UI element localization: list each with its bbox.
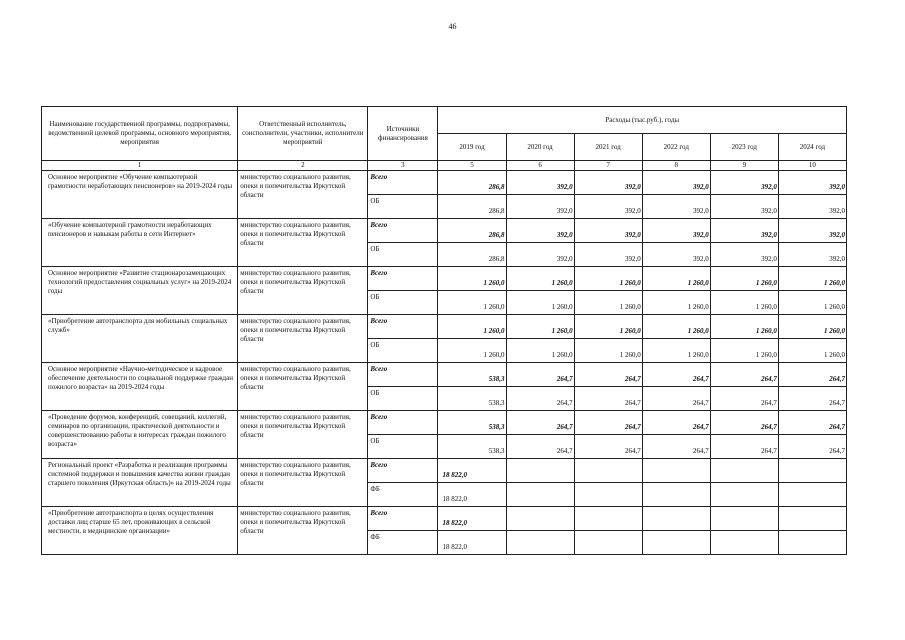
source-total-label: Всего <box>368 171 438 195</box>
source-value: 1 260,0 <box>778 339 846 363</box>
total-value: 264,7 <box>778 411 846 435</box>
source-label: ФБ <box>368 531 438 555</box>
page-number: 46 <box>448 22 457 31</box>
source-value: 264,7 <box>506 435 574 459</box>
source-value <box>642 483 710 507</box>
total-value <box>574 459 642 483</box>
source-value: 264,7 <box>642 435 710 459</box>
total-value: 392,0 <box>778 171 846 195</box>
table-row <box>42 267 847 291</box>
total-value: 1 260,0 <box>642 267 710 291</box>
total-value: 18 822,0 <box>438 507 506 531</box>
header-expenses: Расходы (тыс.руб.), годы <box>438 107 847 134</box>
total-value <box>506 507 574 531</box>
column-number: 6 <box>506 161 574 171</box>
column-number: 3 <box>368 161 438 171</box>
source-value: 1 260,0 <box>506 339 574 363</box>
total-value: 538,3 <box>438 411 506 435</box>
source-label: ОБ <box>368 339 438 363</box>
total-value <box>778 459 846 483</box>
table-row <box>42 507 847 531</box>
source-value <box>710 531 778 555</box>
activity-executor: министерство социального развития, опеки и попечительства Иркутской области <box>238 315 368 363</box>
column-number: 5 <box>438 161 506 171</box>
source-value: 286,8 <box>438 243 506 267</box>
source-total-label: Всего <box>368 315 438 339</box>
source-value: 392,0 <box>710 195 778 219</box>
source-value: 264,7 <box>710 435 778 459</box>
total-value: 1 260,0 <box>506 315 574 339</box>
source-value: 1 260,0 <box>506 291 574 315</box>
activity-name: Региональный проект «Разработка и реализация программы системной поддержки и повышения качества жизни граждан старшего поколения (Иркутская область)» на 2019-2024 годы <box>42 459 238 507</box>
total-value: 1 260,0 <box>438 315 506 339</box>
total-value: 392,0 <box>642 219 710 243</box>
total-value: 264,7 <box>506 411 574 435</box>
activity-name: «Обучение компьютерной грамотности неработающих пенсионеров и навыкам работы в сети Интернет» <box>42 219 238 267</box>
total-value: 264,7 <box>506 363 574 387</box>
activity-executor: министерство социального развития, опеки и попечительства Иркутской области <box>238 459 368 507</box>
source-label: ОБ <box>368 435 438 459</box>
column-number: 7 <box>574 161 642 171</box>
total-value: 264,7 <box>574 363 642 387</box>
total-value: 392,0 <box>642 171 710 195</box>
source-total-label: Всего <box>368 363 438 387</box>
source-value: 538,3 <box>438 387 506 411</box>
source-value: 1 260,0 <box>438 291 506 315</box>
source-value <box>574 531 642 555</box>
source-total-label: Всего <box>368 267 438 291</box>
source-label: ОБ <box>368 243 438 267</box>
source-value: 538,3 <box>438 435 506 459</box>
total-value: 392,0 <box>506 219 574 243</box>
total-value: 1 260,0 <box>778 267 846 291</box>
source-value: 264,7 <box>778 435 846 459</box>
header-year: 2019 год <box>438 134 506 161</box>
column-number: 1 <box>42 161 238 171</box>
activity-executor: министерство социального развития, опеки и попечительства Иркутской области <box>238 171 368 219</box>
source-value: 264,7 <box>642 387 710 411</box>
activity-name: «Проведение форумов, конференций, совещаний, коллегий, семинаров по организации, практической деятельности и совершенствованию работы в интересах граждан пожилого возраста» <box>42 411 238 459</box>
total-value <box>778 507 846 531</box>
source-value: 392,0 <box>710 243 778 267</box>
expenses-table <box>41 106 847 555</box>
total-value <box>642 507 710 531</box>
activity-name: Основное мероприятие «Развитие стационарозамещающих технологий предоставления социальных услуг» на 2019-2024 годы <box>42 267 238 315</box>
total-value: 264,7 <box>574 411 642 435</box>
activity-name: Основное мероприятие «Обучение компьютерной грамотности неработающих пенсионеров» на 2019-2024 годы <box>42 171 238 219</box>
header-year: 2024 год <box>778 134 846 161</box>
total-value: 1 260,0 <box>574 267 642 291</box>
source-value: 264,7 <box>506 387 574 411</box>
source-label: ОБ <box>368 291 438 315</box>
total-value: 1 260,0 <box>710 315 778 339</box>
total-value <box>710 459 778 483</box>
source-value: 392,0 <box>642 243 710 267</box>
source-value: 264,7 <box>778 387 846 411</box>
total-value <box>574 507 642 531</box>
source-value <box>778 531 846 555</box>
header-year: 2022 год <box>642 134 710 161</box>
source-value: 1 260,0 <box>438 339 506 363</box>
table-row <box>42 459 847 483</box>
total-value: 392,0 <box>710 171 778 195</box>
source-value: 1 260,0 <box>642 339 710 363</box>
source-value <box>574 483 642 507</box>
source-value: 392,0 <box>506 243 574 267</box>
activity-name: Основное мероприятие «Научно-методическое и кадровое обеспечение деятельности по социальной поддержке граждан пожилого возраста» на 2019-2024 годы <box>42 363 238 411</box>
header-executor: Ответственный исполнитель, соисполнители, участники, исполнители мероприятий <box>238 107 368 161</box>
table-row <box>42 219 847 243</box>
source-value: 392,0 <box>574 243 642 267</box>
activity-name: «Приобретение автотранспорта в целях осуществления доставки лиц старше 65 лет, проживающих в сельской местности, в медицинские организации» <box>42 507 238 555</box>
table-row <box>42 363 847 387</box>
column-number: 2 <box>238 161 368 171</box>
header-source: Источники финансирования <box>368 107 438 161</box>
source-value <box>642 531 710 555</box>
source-total-label: Всего <box>368 459 438 483</box>
source-value: 1 260,0 <box>574 291 642 315</box>
activity-executor: министерство социального развития, опеки и попечительства Иркутской области <box>238 267 368 315</box>
total-value: 1 260,0 <box>642 315 710 339</box>
source-value: 264,7 <box>574 435 642 459</box>
activity-name: «Приобретение автотранспорта для мобильных социальных служб» <box>42 315 238 363</box>
total-value: 392,0 <box>574 219 642 243</box>
source-value <box>506 483 574 507</box>
source-label: ОБ <box>368 195 438 219</box>
source-value <box>710 483 778 507</box>
header-year: 2020 год <box>506 134 574 161</box>
total-value: 1 260,0 <box>778 315 846 339</box>
total-value: 392,0 <box>778 219 846 243</box>
total-value: 1 260,0 <box>574 315 642 339</box>
source-value: 1 260,0 <box>710 339 778 363</box>
source-value: 18 822,0 <box>438 531 506 555</box>
activity-executor: министерство социального развития, опеки и попечительства Иркутской области <box>238 219 368 267</box>
table-row <box>42 411 847 435</box>
source-label: ОБ <box>368 387 438 411</box>
source-value: 1 260,0 <box>710 291 778 315</box>
source-total-label: Всего <box>368 411 438 435</box>
total-value: 1 260,0 <box>710 267 778 291</box>
total-value: 18 822,0 <box>438 459 506 483</box>
source-value: 392,0 <box>778 243 846 267</box>
column-number: 8 <box>642 161 710 171</box>
total-value: 1 260,0 <box>438 267 506 291</box>
total-value: 392,0 <box>574 171 642 195</box>
source-value: 286,8 <box>438 195 506 219</box>
total-value: 286,8 <box>438 171 506 195</box>
source-value: 392,0 <box>778 195 846 219</box>
source-value: 1 260,0 <box>642 291 710 315</box>
total-value: 1 260,0 <box>506 267 574 291</box>
total-value: 264,7 <box>642 411 710 435</box>
total-value: 538,3 <box>438 363 506 387</box>
total-value <box>642 459 710 483</box>
source-value: 1 260,0 <box>778 291 846 315</box>
source-value <box>778 483 846 507</box>
total-value: 264,7 <box>778 363 846 387</box>
activity-executor: министерство социального развития, опеки и попечительства Иркутской области <box>238 411 368 459</box>
source-value: 392,0 <box>506 195 574 219</box>
header-year: 2023 год <box>710 134 778 161</box>
table-row <box>42 171 847 195</box>
total-value: 392,0 <box>506 171 574 195</box>
activity-executor: министерство социального развития, опеки и попечительства Иркутской области <box>238 363 368 411</box>
source-total-label: Всего <box>368 507 438 531</box>
source-total-label: Всего <box>368 219 438 243</box>
total-value <box>710 507 778 531</box>
source-value: 392,0 <box>642 195 710 219</box>
activity-executor: министерство социального развития, опеки и попечительства Иркутской области <box>238 507 368 555</box>
source-value: 1 260,0 <box>574 339 642 363</box>
total-value: 264,7 <box>710 411 778 435</box>
source-value: 392,0 <box>574 195 642 219</box>
total-value <box>506 459 574 483</box>
column-number: 9 <box>710 161 778 171</box>
total-value: 392,0 <box>710 219 778 243</box>
source-value: 264,7 <box>574 387 642 411</box>
header-year: 2021 год <box>574 134 642 161</box>
source-value: 18 822,0 <box>438 483 506 507</box>
total-value: 286,8 <box>438 219 506 243</box>
source-label: ФБ <box>368 483 438 507</box>
column-number: 10 <box>778 161 846 171</box>
total-value: 264,7 <box>642 363 710 387</box>
total-value: 264,7 <box>710 363 778 387</box>
source-value: 264,7 <box>710 387 778 411</box>
header-name: Наименование государственной программы, подпрограммы, ведомственной целевой программы, основного мероприятия, мероприятия <box>42 107 238 161</box>
table-row <box>42 315 847 339</box>
source-value <box>506 531 574 555</box>
